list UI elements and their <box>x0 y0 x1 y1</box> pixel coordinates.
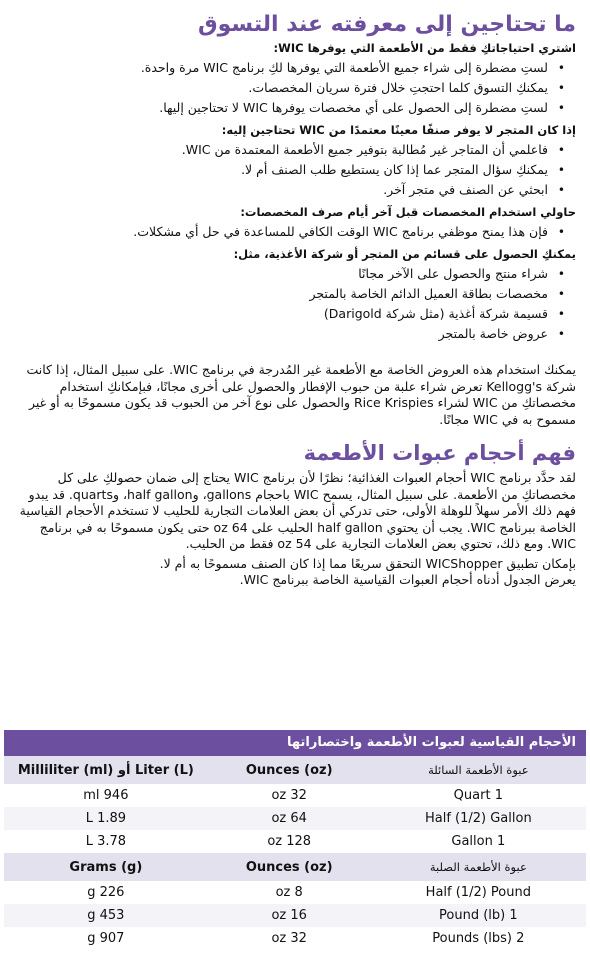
cell-package: Half (1/2) Gallon <box>371 807 586 830</box>
table-row <box>4 807 586 830</box>
cell-metric: 453 g <box>4 904 208 927</box>
sizes-title: فهم أحجام عبوات الأطعمة <box>303 441 576 465</box>
cell-package: 2 Pounds (lbs) <box>432 931 525 946</box>
deals-paragraph: يمكنك استخدام هذه العروض الخاصة مع الأطعمة غير المُدرجة في برنامج WIC. على سبيل المثال، إذا كانت شركة Kellogg's تعرض شراء علبة من حبوب الإفطار والحصول على أخرى مجانًا، فبإمكانكِ استخدام مخصصاتكِ من WIC لشراء Rice Krispies والحصول على نوع آخر من الحبوب قد يكون مسموحًا به أو غير مسموح به في WIC مجانًا. <box>26 362 576 427</box>
cell-ounces: 128 oz <box>267 834 312 849</box>
coupons-heading: يمكنكِ الحصول على قسائم من المتجر أو شركة الأغذية، مثل: <box>233 247 576 261</box>
list-item: • شراء منتج والحصول على الآخر مجانًا <box>12 264 548 284</box>
list-item: • قسيمة شركة أغذية (مثل شركة Darigold) <box>12 304 548 324</box>
header-ounces: Ounces (oz) <box>208 756 371 784</box>
list-item: • ابحثي عن الصنف في متجر آخر. <box>12 180 548 200</box>
cell-ounces: 8 oz <box>275 885 303 900</box>
shopping-title: ما تحتاجين إلى معرفته عند التسوق <box>197 12 576 37</box>
buy-heading: اشتري احتياجاتكِ فقط من الأطعمة التي يوفرها WIC: <box>273 41 576 55</box>
list-item: • فإن هذا يمنح موظفي برنامج WIC الوقت الكافي للمساعدة في حل أي مشكلات. <box>12 222 548 242</box>
cell-ounces: 32 oz <box>271 788 307 803</box>
table-row <box>4 830 586 853</box>
list-item: • عروض خاصة بالمتجر <box>12 324 548 344</box>
buy-list <box>12 58 576 118</box>
coupons-list <box>12 264 576 344</box>
spacer <box>12 348 576 362</box>
header-metric: Grams (g) <box>4 853 208 881</box>
table-row <box>4 927 586 950</box>
table-title: الأحجام القياسية لعبوات الأطعمة واختصاراتها <box>4 730 586 756</box>
header-ounces: Ounces (oz) <box>208 853 371 881</box>
table-header-solid <box>4 853 586 881</box>
table-row <box>4 881 586 904</box>
cell-ounces: 32 oz <box>271 931 307 946</box>
cell-metric: 3.78 L <box>85 834 127 849</box>
days-heading: حاولي استخدام المخصصات قبل آخر أيام صرف المخصصات: <box>240 205 576 219</box>
header-metric: Milliliter (ml) أو Liter (L) <box>4 756 208 784</box>
cell-ounces: 16 oz <box>208 904 371 927</box>
cell-metric: 907 g <box>87 931 125 946</box>
table-header-liquid <box>4 756 586 784</box>
cell-package: 1 Pound (lb) <box>371 904 586 927</box>
sizes-paragraph: لقد حدَّد برنامج WIC أحجام العبوات الغذائية؛ نظرًا لأن برنامج WIC يحتاج إلى ضمان حصولكِ على كل مخصصاتكِ من الأطعمة. على سبيل المثال، يسمح WIC باحجام gallons، وhalf gallon، وquarts. قد يبدو فهم ذلك الأمر سهلاً للوهلة الأولى، حتى تدركي أن بعض العلامات التجارية للحليب لا تستخدم الأحجام القياسية الخاصة ببرنامج WIC. يجب أن يحتوي half gallon الحليب على 64 oz حتى يكون مسموحًا به في برنامج WIC. ومع ذلك، تحتوي بعض العلامات التجارية على 54 oz فقط من الحليب. <box>19 470 576 551</box>
table-grid <box>4 756 586 950</box>
cell-package: Half (1/2) Pound <box>425 885 531 900</box>
list-item: • فاعلمي أن المتاجر غير مُطالبة بتوفير جميع الأطعمة المعتمدة من WIC. <box>12 140 548 160</box>
table-row <box>4 904 586 927</box>
cell-metric: 946 ml <box>83 788 129 803</box>
spacer <box>12 428 576 440</box>
page <box>0 12 590 957</box>
cell-metric: 1.89 L <box>4 807 208 830</box>
list-item: • لستِ مضطرة إلى الحصول على أي مخصصات يوفرها WIC لا تحتاجين إليها. <box>12 98 548 118</box>
store-heading: إذا كان المتجر لا يوفر صنفًا معينًا معتمدًا من WIC تحتاجين إليه: <box>221 123 576 137</box>
table-row <box>4 784 586 807</box>
wicshopper-paragraph: بإمكان تطبيق WICShopper التحقق سريعًا مما إذا كان الصنف مسموحًا به أم لا. <box>159 555 576 571</box>
header-package: عبوة الأطعمة السائلة <box>371 756 586 784</box>
list-item: • لستِ مضطرة إلى شراء جميع الأطعمة التي يوفرها لكِ برنامج WIC مرة واحدة. <box>12 58 548 78</box>
list-item: • يمكنكِ سؤال المتجر عما إذا كان يستطيع طلب الصنف أم لا. <box>12 160 548 180</box>
cell-package: 1 Gallon <box>451 834 506 849</box>
days-list <box>12 222 576 242</box>
store-list <box>12 140 576 200</box>
cell-package: 1 Quart <box>453 788 503 803</box>
header-package: عبوة الأطعمة الصلبة <box>371 853 586 881</box>
list-item: • يمكنكِ التسوق كلما احتجتِ خلال فترة سريان المخصصات. <box>12 78 548 98</box>
list-item: • مخصصات بطاقة العميل الدائم الخاصة بالمتجر <box>12 284 548 304</box>
cell-metric: 226 g <box>87 885 125 900</box>
sizes-table <box>4 730 586 950</box>
cell-ounces: 64 oz <box>208 807 371 830</box>
table-intro: يعرض الجدول أدناه أحجام العبوات القياسية الخاصة ببرنامج WIC. <box>239 572 576 587</box>
